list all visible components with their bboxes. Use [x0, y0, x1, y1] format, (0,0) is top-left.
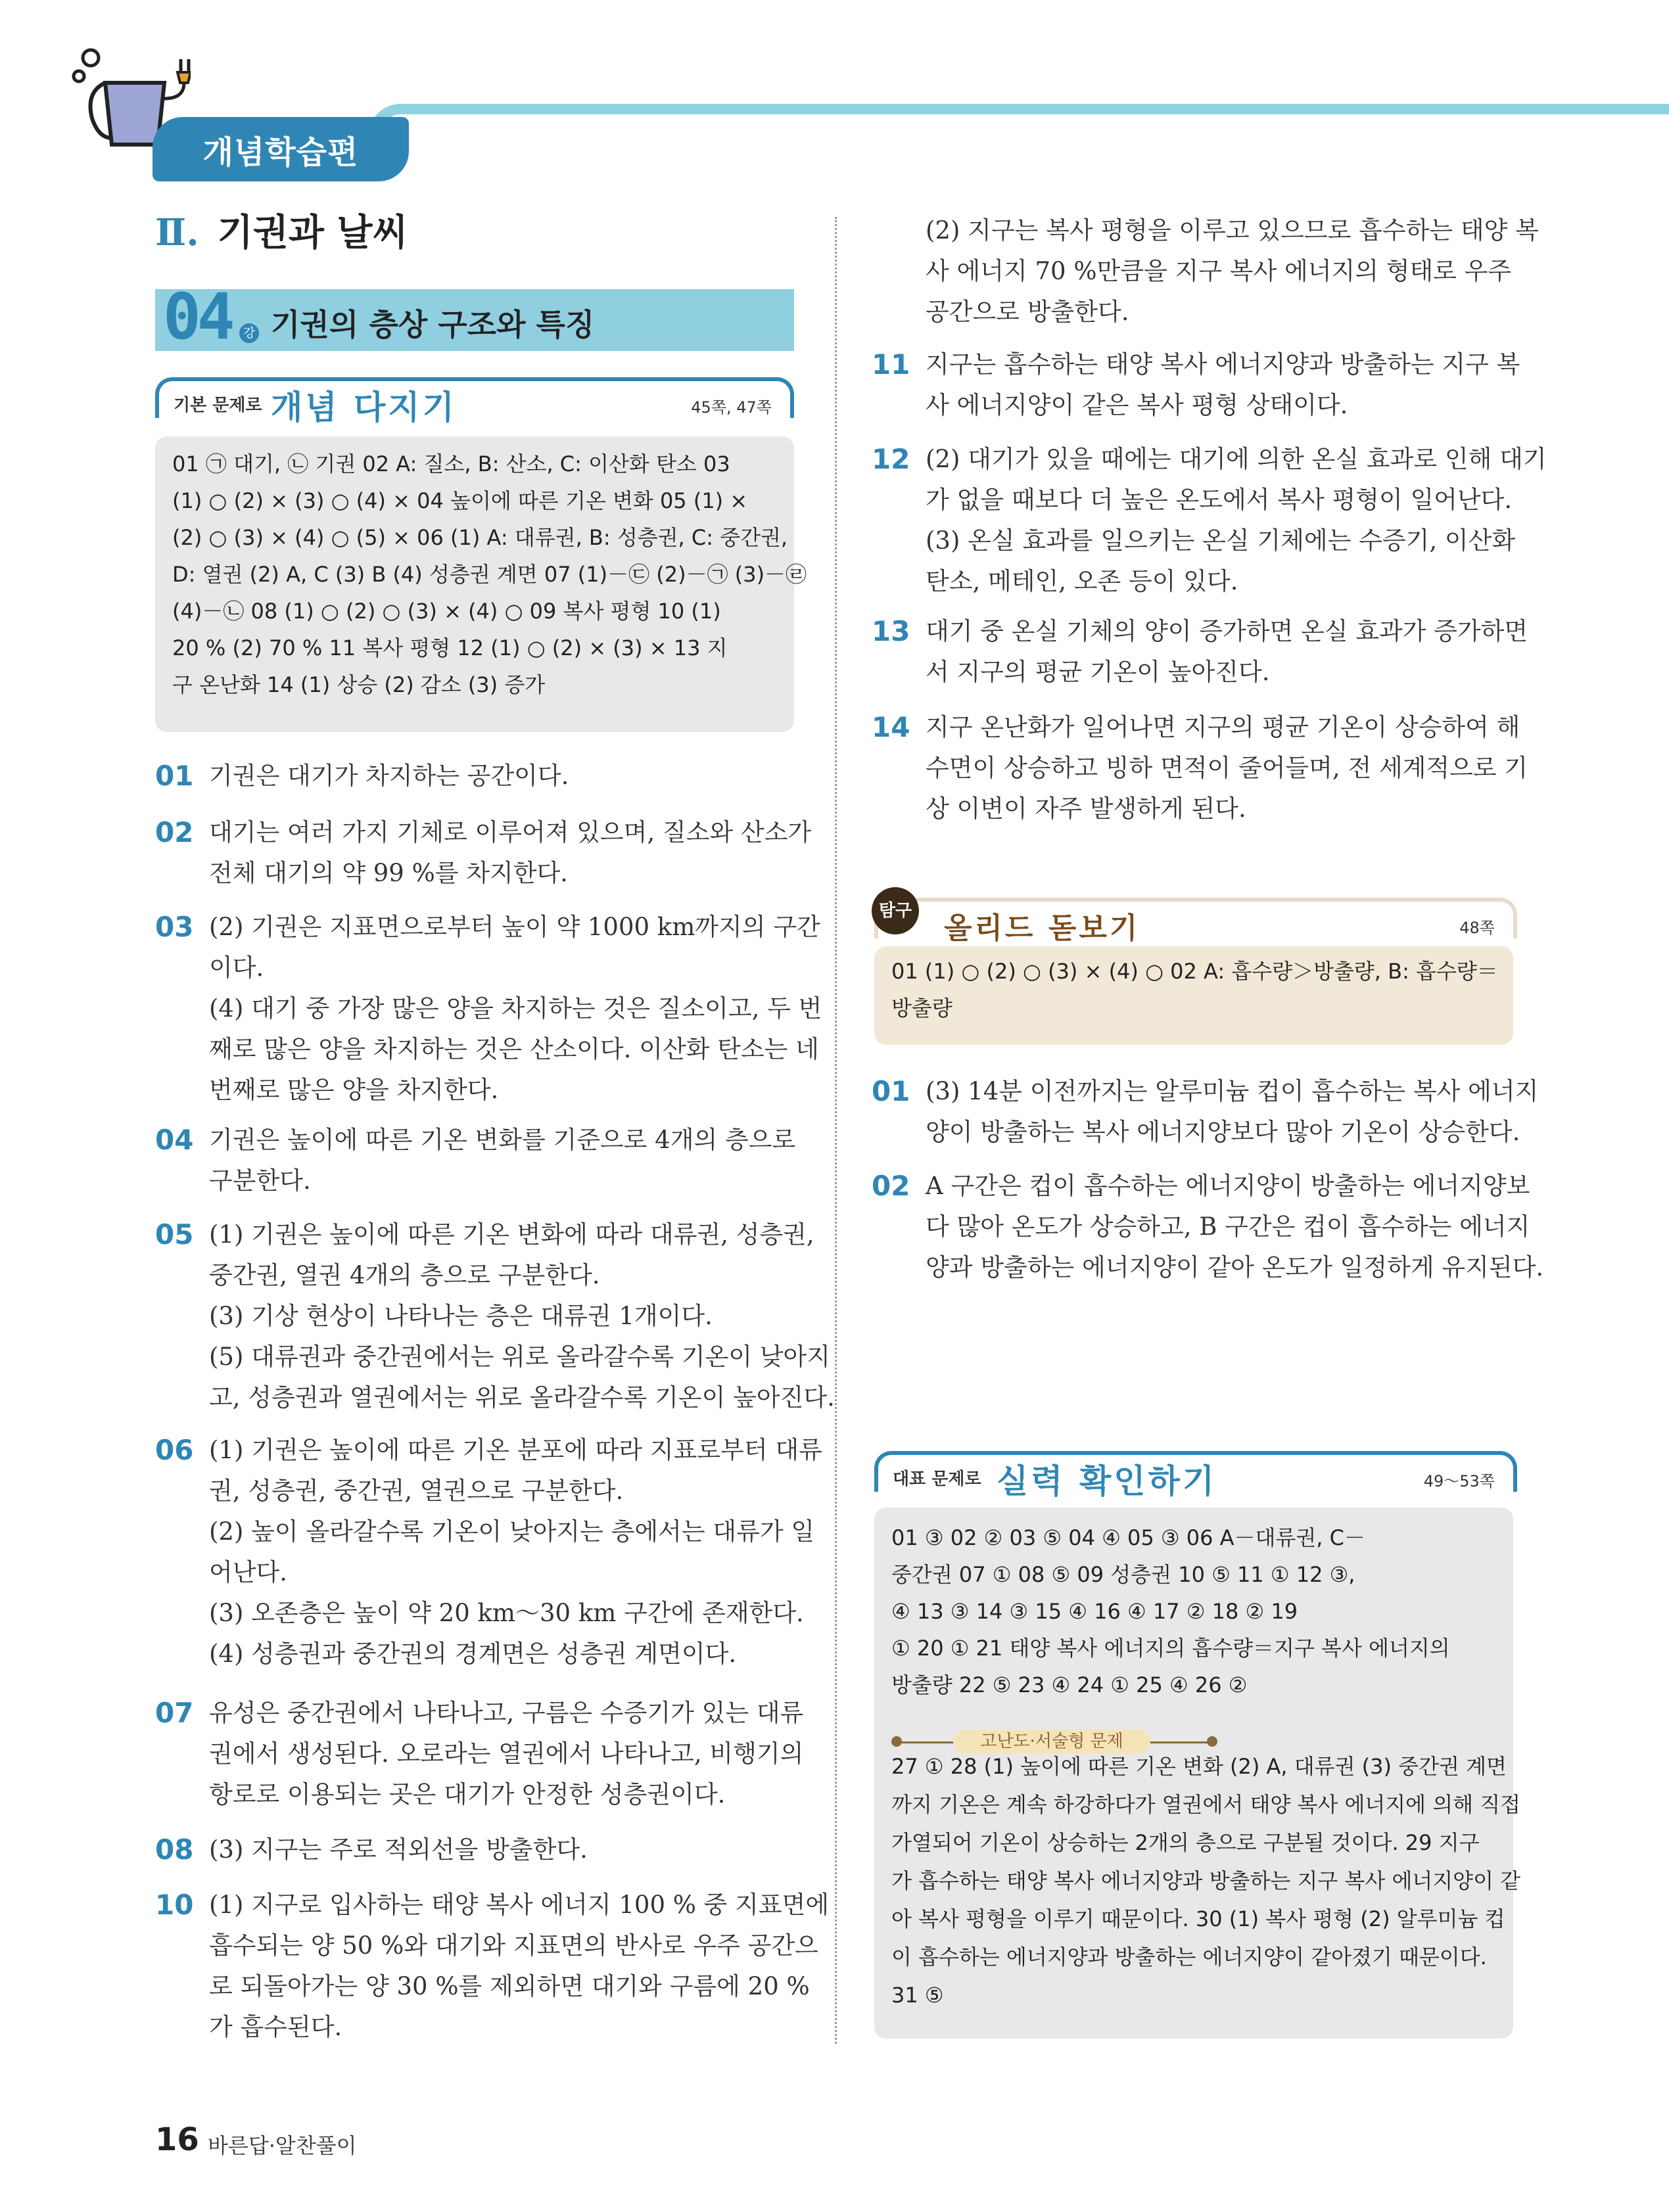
- answer-text: [209, 1830, 588, 1870]
- answer-text-line: 가 흡수된다.: [209, 2013, 342, 2041]
- answer-text-line: 이다.: [209, 954, 264, 982]
- answer-number: 06: [155, 1434, 194, 1466]
- answer-text-line: 째로 많은 양을 차지하는 것은 산소이다. 이산화 탄소는 네: [209, 1035, 819, 1063]
- answer-line: 31 ⑤: [891, 1983, 944, 2008]
- answer-text-line: 권, 성층권, 중간권, 열권으로 구분한다.: [209, 1477, 624, 1505]
- answer-number: 02: [872, 1170, 910, 1202]
- answer-text: [926, 1071, 1538, 1153]
- concept-box-header: [155, 377, 794, 426]
- answer-text-line: 구분한다.: [209, 1166, 311, 1195]
- answer-text-line: 사 에너지양이 같은 복사 평형 상태이다.: [926, 391, 1348, 419]
- answer-number: 12: [872, 443, 910, 475]
- answer-text-line: 사 에너지 70 %만큼을 지구 복사 에너지의 형태로 우주: [926, 257, 1512, 285]
- answer-text-line: (4) 성층권과 중간권의 경계면은 성층권 계면이다.: [209, 1640, 737, 1668]
- answer-number: 14: [872, 711, 910, 743]
- answer-number: 08: [155, 1833, 194, 1866]
- answer-text: [926, 1166, 1543, 1288]
- page-number: 16: [155, 2121, 199, 2158]
- answer-text-line: 가 없을 때보다 더 높은 온도에서 복사 평형이 일어난다.: [926, 486, 1513, 514]
- answer-text-line: (1) 기권은 높이에 따른 기온 변화에 따라 대류권, 성층권,: [209, 1220, 814, 1249]
- answer-text-line: 기권은 대기가 차지하는 공간이다.: [209, 762, 569, 790]
- answer-text-line: 전체 대기의 약 99 %를 차지한다.: [209, 859, 568, 887]
- answer-text-line: 공간으로 방출한다.: [926, 298, 1129, 326]
- answer-text-line: (4) 대기 중 가장 많은 양을 차지하는 것은 질소이고, 두 번: [209, 994, 822, 1023]
- inquiry-badge: 탐구: [872, 887, 919, 934]
- sub-header-dot-left: [891, 1736, 902, 1747]
- answer-text-line: 흡수되는 양 50 %와 대기와 지표면의 반사로 우주 공간으: [209, 1931, 818, 1960]
- answer-text-line: 지구 온난화가 일어나면 지구의 평균 기온이 상승하여 해: [926, 713, 1520, 741]
- answer-text-line: (2) 높이 올라갈수록 기온이 낮아지는 층에서는 대류가 일: [209, 1517, 815, 1546]
- answer-text-line: (3) 지구는 주로 적외선을 방출한다.: [209, 1835, 588, 1864]
- answer-text-line: (2) 지구는 복사 평형을 이루고 있으므로 흡수하는 태양 복: [926, 216, 1539, 244]
- answer-line: 01 ③ 02 ② 03 ⑤ 04 ④ 05 ③ 06 A－대류권, C－: [891, 1525, 1365, 1550]
- answer-line: 아 복사 평형을 이루기 때문이다. 30 (1) 복사 평형 (2) 알루미늄 컵: [891, 1906, 1505, 1931]
- answer-line: 방출량 22 ⑤ 23 ④ 24 ① 25 ④ 26 ②: [891, 1672, 1248, 1697]
- answer-number: 10: [155, 1889, 194, 1921]
- answer-text-line: 고, 성층권과 열권에서는 위로 올라갈수록 기온이 높아진다.: [209, 1383, 835, 1412]
- answer-line: (2) ○ (3) × (4) ○ (5) × 06 (1) A: 대류권, B: 성층권, C: 중간권,: [172, 525, 788, 550]
- answer-text-line: A 구간은 컵이 흡수하는 에너지양이 방출하는 에너지양보: [926, 1172, 1530, 1200]
- answer-text-line: (3) 14분 이전까지는 알루미늄 컵이 흡수하는 복사 에너지: [926, 1077, 1539, 1105]
- inquiry-box-deco-label: 올리드 돋보기: [944, 911, 1140, 945]
- section-title-text: 기권과 날씨: [217, 212, 408, 254]
- answer-text-line: 양이 방출하는 복사 에너지양보다 많아 기온이 상승한다.: [926, 1118, 1520, 1146]
- answer-text: [926, 210, 1539, 333]
- skill-box-deco-label: 실력 확인하기: [997, 1462, 1217, 1500]
- answer-text-line: 중간권, 열권 4개의 층으로 구분한다.: [209, 1261, 600, 1289]
- answer-line: 가열되어 기온이 상승하는 2개의 층으로 구분될 것이다. 29 지구: [891, 1830, 1480, 1855]
- concept-box-deco-label: 개념 다지기: [271, 388, 457, 426]
- lesson-badge: 강: [239, 323, 259, 343]
- inquiry-box-header: [874, 898, 1517, 945]
- advanced-subheader: 고난도·서술형 문제: [953, 1730, 1150, 1753]
- answer-text-line: 수면이 상승하고 빙하 면적이 줄어들며, 전 세계적으로 기: [926, 754, 1528, 782]
- inquiry-box-pages: 48쪽: [1459, 919, 1495, 937]
- answer-text: [209, 1693, 803, 1815]
- concept-box-pages: 45쪽, 47쪽: [691, 398, 772, 417]
- answer-text: [209, 907, 822, 1111]
- answer-line: 이 흡수하는 에너지양과 방출하는 에너지양이 같아졌기 때문이다.: [891, 1945, 1487, 1970]
- concept-box-body: [155, 436, 807, 732]
- footer-label: 바른답·알찬풀이: [208, 2133, 357, 2158]
- answer-text-line: 어난다.: [209, 1558, 287, 1586]
- answer-line: 20 % (2) 70 % 11 복사 평형 12 (1) ○ (2) × (3) × 13 지: [172, 635, 728, 660]
- answer-text-line: 대기는 여러 가지 기체로 이루어져 있으며, 질소와 산소가: [209, 818, 812, 846]
- answer-text-line: 번째로 많은 양을 차지한다.: [209, 1076, 499, 1104]
- skill-box-small-label: 대표 문제로: [893, 1469, 981, 1489]
- answer-text: [209, 1120, 795, 1201]
- answer-text: [926, 611, 1528, 693]
- sub-header-line-right: [1150, 1741, 1210, 1743]
- answer-text-line: 기권은 높이에 따른 기온 변화를 기준으로 4개의 층으로: [209, 1126, 796, 1154]
- answer-line: (1) ○ (2) × (3) ○ (4) × 04 높이에 따른 기온 변화 05 (1) ×: [172, 488, 748, 513]
- answer-line: 01 (1) ○ (2) ○ (3) × (4) ○ 02 A: 흡수량＞방출량, B: 흡수량＝: [891, 959, 1498, 984]
- answer-text-line: 다 많아 온도가 상승하고, B 구간은 컵이 흡수하는 에너지: [926, 1212, 1530, 1241]
- answer-text-line: (3) 온실 효과를 일으키는 온실 기체에는 수증기, 이산화: [926, 526, 1516, 555]
- answer-number: 04: [155, 1124, 194, 1156]
- lesson-number: 04: [163, 280, 231, 354]
- skill-box-header: [874, 1451, 1517, 1500]
- answer-number: 13: [872, 615, 910, 647]
- answer-text-line: 로 되돌아가는 양 30 %를 제외하면 대기와 구름에 20 %: [209, 1972, 810, 2000]
- answer-text-line: (5) 대류권과 중간권에서는 위로 올라갈수록 기온이 낮아지: [209, 1343, 831, 1371]
- answer-number: 03: [155, 911, 194, 943]
- answer-line: D: 열권 (2) A, C (3) B (4) 성층권 계면 07 (1)－㉢ (2)－㉠ (3)－㉣: [172, 562, 807, 587]
- answer-text-line: 유성은 중간권에서 나타나고, 구름은 수증기가 있는 대류: [209, 1699, 804, 1727]
- answer-text-line: 상 이변이 자주 발생하게 된다.: [926, 795, 1246, 823]
- answer-line: ④ 13 ③ 14 ③ 15 ④ 16 ④ 17 ② 18 ② 19: [891, 1599, 1298, 1624]
- skill-box-body: [874, 1508, 1521, 2039]
- answer-line: ① 20 ① 21 태양 복사 에너지의 흡수량＝지구 복사 에너지의: [891, 1636, 1450, 1661]
- answer-text-line: (2) 기권은 지표면으로부터 높이 약 1000 km까지의 구간: [209, 913, 820, 941]
- answer-line: 가 흡수하는 태양 복사 에너지양과 방출하는 지구 복사 에너지양이 같: [891, 1868, 1521, 1893]
- answer-number: 01: [872, 1075, 910, 1107]
- answer-text-line: 서 지구의 평균 기온이 높아진다.: [926, 658, 1270, 686]
- answer-line: 01 ㉠ 대기, ㉡ 기권 02 A: 질소, B: 산소, C: 이산화 탄소 03: [172, 451, 730, 476]
- answer-line: 중간권 07 ① 08 ⑤ 09 성층권 10 ⑤ 11 ① 12 ③,: [891, 1562, 1355, 1587]
- answer-line: 방출량: [891, 996, 952, 1021]
- answer-line: 27 ① 28 (1) 높이에 따른 기온 변화 (2) A, 대류권 (3) 중간권 계면: [891, 1754, 1507, 1779]
- answer-text: [209, 756, 569, 796]
- answer-text: [926, 439, 1547, 602]
- answer-text-line: 권에서 생성된다. 오로라는 열권에서 나타나고, 비행기의: [209, 1740, 804, 1768]
- sub-header-dot-right: [1207, 1736, 1217, 1747]
- answer-line: 까지 기온은 계속 하강하다가 열권에서 태양 복사 에너지에 의해 직접: [891, 1792, 1521, 1817]
- answer-number: 05: [155, 1218, 194, 1251]
- answer-text: [926, 707, 1528, 829]
- answer-number: 01: [155, 760, 194, 792]
- section-title: [155, 204, 408, 256]
- answer-text-line: 탄소, 메테인, 오존 등이 있다.: [926, 567, 1238, 595]
- answer-text: [209, 812, 811, 894]
- answer-number: 11: [872, 348, 910, 380]
- sub-header-line-left: [894, 1741, 953, 1743]
- lesson-title: 기권의 층상 구조와 특징: [271, 307, 595, 342]
- answer-text-line: (1) 기권은 높이에 따른 기온 분포에 따라 지표로부터 대류: [209, 1436, 822, 1464]
- answer-text-line: (3) 오존층은 높이 약 20 km～30 km 구간에 존재한다.: [209, 1599, 804, 1627]
- answer-text: [209, 1430, 822, 1674]
- concept-box-small-label: 기본 문제로: [174, 396, 262, 415]
- answer-number: 02: [155, 816, 194, 848]
- answer-text: [209, 1885, 829, 2048]
- answer-number: 07: [155, 1697, 194, 1729]
- answer-text-line: 양과 방출하는 에너지양이 같아 온도가 일정하게 유지된다.: [926, 1253, 1544, 1281]
- answer-text-line: (1) 지구로 입사하는 태양 복사 에너지 100 % 중 지표면에: [209, 1891, 830, 1919]
- answer-line: 구 온난화 14 (1) 상승 (2) 감소 (3) 증가: [172, 672, 546, 697]
- skill-box-pages: 49～53쪽: [1423, 1472, 1495, 1490]
- header-tab: 개념학습편: [153, 117, 409, 181]
- answer-text-line: (2) 대기가 있을 때에는 대기에 의한 온실 효과로 인해 대기: [926, 445, 1547, 473]
- header-stripe: [394, 104, 1669, 114]
- answer-text-line: 항로로 이용되는 곳은 대기가 안정한 성층권이다.: [209, 1780, 726, 1809]
- column-divider: [835, 217, 837, 2044]
- section-roman: Ⅱ.: [155, 211, 199, 254]
- answer-text-line: (3) 기상 현상이 나타나는 층은 대류권 1개이다.: [209, 1302, 713, 1330]
- inquiry-box-body: [874, 946, 1513, 1045]
- answer-text: [209, 1214, 835, 1418]
- answer-text-line: 지구는 흡수하는 태양 복사 에너지양과 방출하는 지구 복: [926, 350, 1520, 379]
- answer-text-line: 대기 중 온실 기체의 양이 증가하면 온실 효과가 증가하면: [926, 617, 1528, 645]
- answer-line: (4)－㉡ 08 (1) ○ (2) ○ (3) × (4) ○ 09 복사 평형 10 (1): [172, 599, 721, 624]
- answer-text: [926, 344, 1520, 426]
